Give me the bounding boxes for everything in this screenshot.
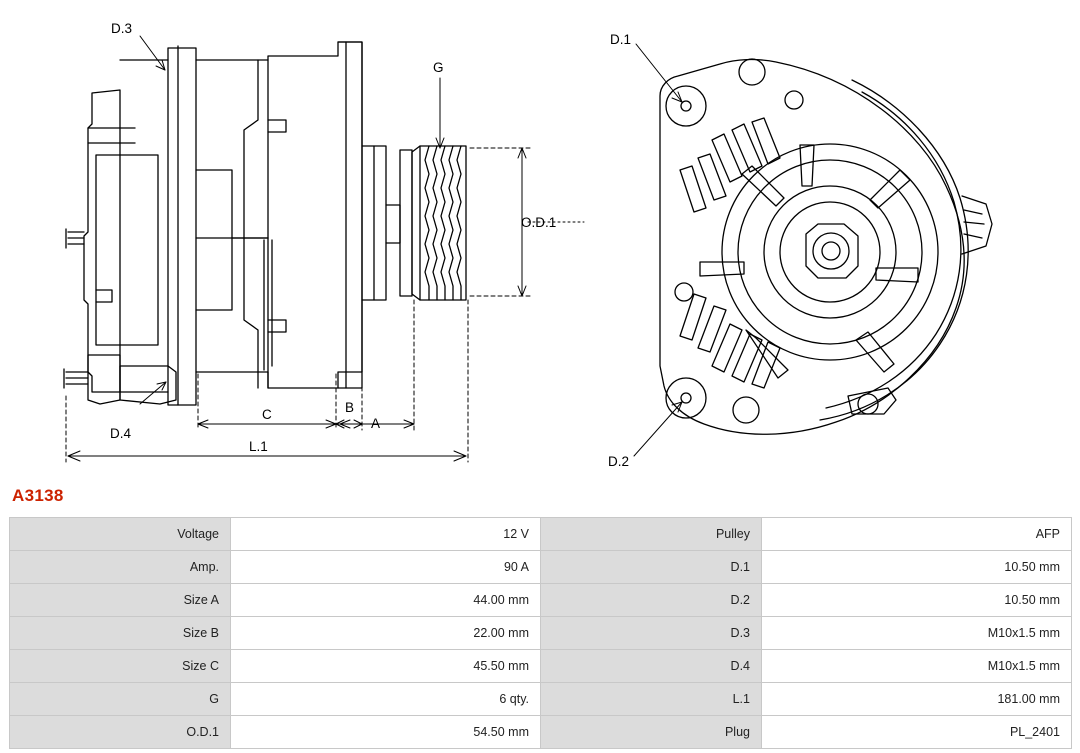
spec-label: Size B — [10, 617, 231, 650]
spec-value: 6 qty. — [231, 683, 541, 716]
label-g: G — [433, 60, 444, 75]
spec-label: G — [10, 683, 231, 716]
part-number: A3138 — [12, 486, 64, 505]
spec-label: O.D.1 — [10, 716, 231, 749]
spec-label: D.1 — [541, 551, 762, 584]
spec-value: M10x1.5 mm — [762, 617, 1072, 650]
table-row — [10, 683, 1072, 716]
spec-value: 90 A — [231, 551, 541, 584]
table-row — [10, 716, 1072, 749]
spec-label: D.4 — [541, 650, 762, 683]
spec-value: 10.50 mm — [762, 551, 1072, 584]
spec-value: 181.00 mm — [762, 683, 1072, 716]
table-row — [10, 584, 1072, 617]
label-b: B — [345, 400, 355, 415]
spec-label: L.1 — [541, 683, 762, 716]
table-row — [10, 617, 1072, 650]
spec-label: Pulley — [541, 518, 762, 551]
table-row — [10, 551, 1072, 584]
spec-label: Size A — [10, 584, 231, 617]
spec-label: Size C — [10, 650, 231, 683]
spec-label: D.2 — [541, 584, 762, 617]
label-a: A — [371, 416, 381, 431]
spec-value: M10x1.5 mm — [762, 650, 1072, 683]
spec-value: PL_2401 — [762, 716, 1072, 749]
spec-value: 54.50 mm — [231, 716, 541, 749]
label-d2: D.2 — [608, 454, 630, 469]
spec-label: Plug — [541, 716, 762, 749]
spec-value: 12 V — [231, 518, 541, 551]
spec-label: Amp. — [10, 551, 231, 584]
label-d3: D.3 — [111, 21, 133, 36]
spec-value: 44.00 mm — [231, 584, 541, 617]
spec-value: 22.00 mm — [231, 617, 541, 650]
table-row — [10, 518, 1072, 551]
table-row — [10, 650, 1072, 683]
spec-value: 45.50 mm — [231, 650, 541, 683]
spec-value: 10.50 mm — [762, 584, 1072, 617]
spec-label: Voltage — [10, 518, 231, 551]
label-d1: D.1 — [610, 32, 632, 47]
label-c: C — [262, 407, 272, 422]
label-l1: L.1 — [249, 439, 268, 454]
label-d4: D.4 — [110, 426, 132, 441]
spec-label: D.3 — [541, 617, 762, 650]
specification-table — [9, 517, 1072, 749]
spec-value: AFP — [762, 518, 1072, 551]
label-od1: O.D.1 — [521, 215, 557, 230]
